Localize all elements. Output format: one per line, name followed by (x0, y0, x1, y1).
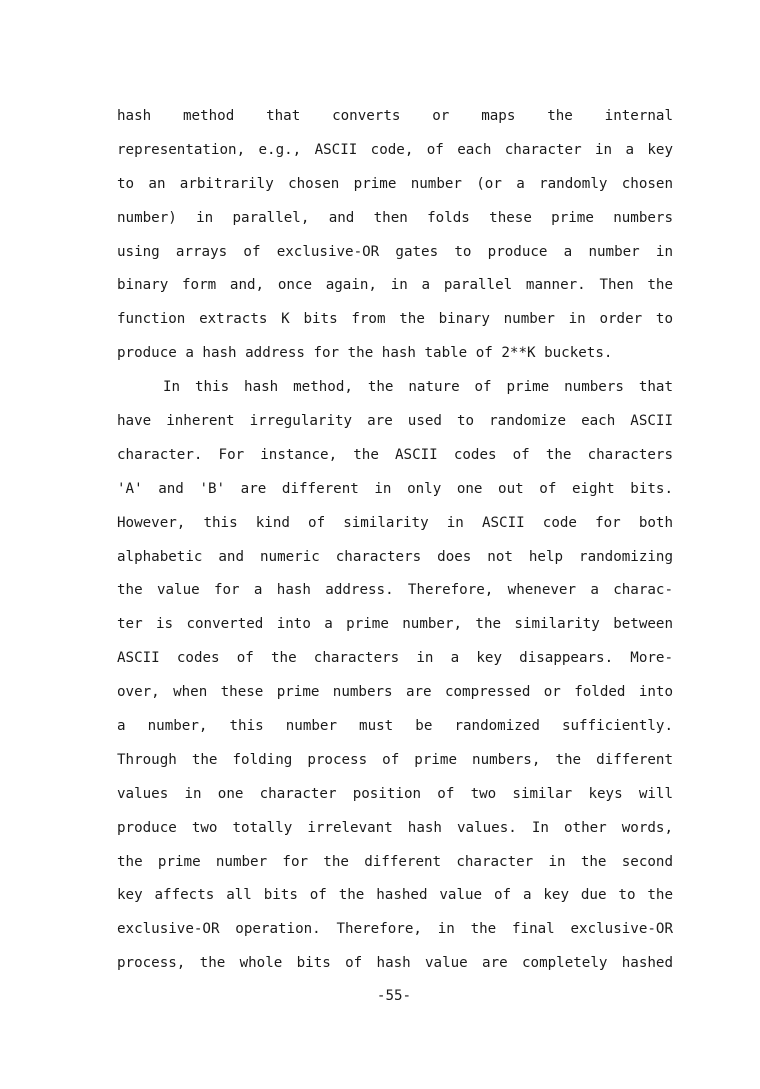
text-line: using arrays of exclusive-OR gates to produce a number in (117, 243, 673, 260)
text-line: character. For instance, the ASCII codes of the characters (117, 446, 673, 463)
text-line: In this hash method, the nature of prime numbers that (163, 379, 673, 396)
text-line: over, when these prime numbers are compressed or folded into (117, 684, 673, 701)
text-line: binary form and, once again, in a parallel manner. Then the (117, 277, 673, 294)
text-line: 'A' and 'B' are different in only one out of eight bits. (117, 480, 673, 497)
text-line: produce two totally irrelevant hash values. In other words, (117, 819, 673, 836)
text-line: function extracts K bits from the binary number in order to (117, 311, 673, 328)
text-line: values in one character position of two similar keys will (117, 785, 673, 802)
text-line: to an arbitrarily chosen prime number (or a randomly chosen (117, 175, 673, 192)
paragraph-2 (117, 375, 673, 985)
text-line: have inherent irregularity are used to randomize each ASCII (117, 413, 673, 430)
text-line: ASCII codes of the characters in a key disappears. More- (117, 650, 673, 667)
text-line: process, the whole bits of hash value are completely hashed (117, 955, 673, 972)
text-line: key affects all bits of the hashed value of a key due to the (117, 887, 673, 904)
text-line: a number, this number must be randomized sufficiently. (117, 718, 673, 735)
text-line: ter is converted into a prime number, the similarity between (117, 616, 673, 633)
text-line: the prime number for the different character in the second (117, 853, 673, 870)
text-line: hash method that converts or maps the internal (117, 108, 673, 124)
text-line: Through the folding process of prime numbers, the different (117, 751, 673, 768)
text-line: number) in parallel, and then folds these prime numbers (117, 209, 673, 226)
text-line: representation, e.g., ASCII code, of each character in a key (117, 141, 673, 158)
text-line: the value for a hash address. Therefore, whenever a charac- (117, 582, 673, 599)
body-text (117, 104, 673, 985)
text-line: alphabetic and numeric characters does not help randomizing (117, 548, 673, 565)
text-line: However, this kind of similarity in ASCII code for both (117, 514, 673, 531)
paragraph-1 (117, 104, 673, 375)
page-number: -55- (376, 988, 412, 1004)
text-line: exclusive-OR operation. Therefore, in the final exclusive-OR (117, 921, 673, 938)
text-line: produce a hash address for the hash table of 2**K buckets. (117, 345, 613, 362)
